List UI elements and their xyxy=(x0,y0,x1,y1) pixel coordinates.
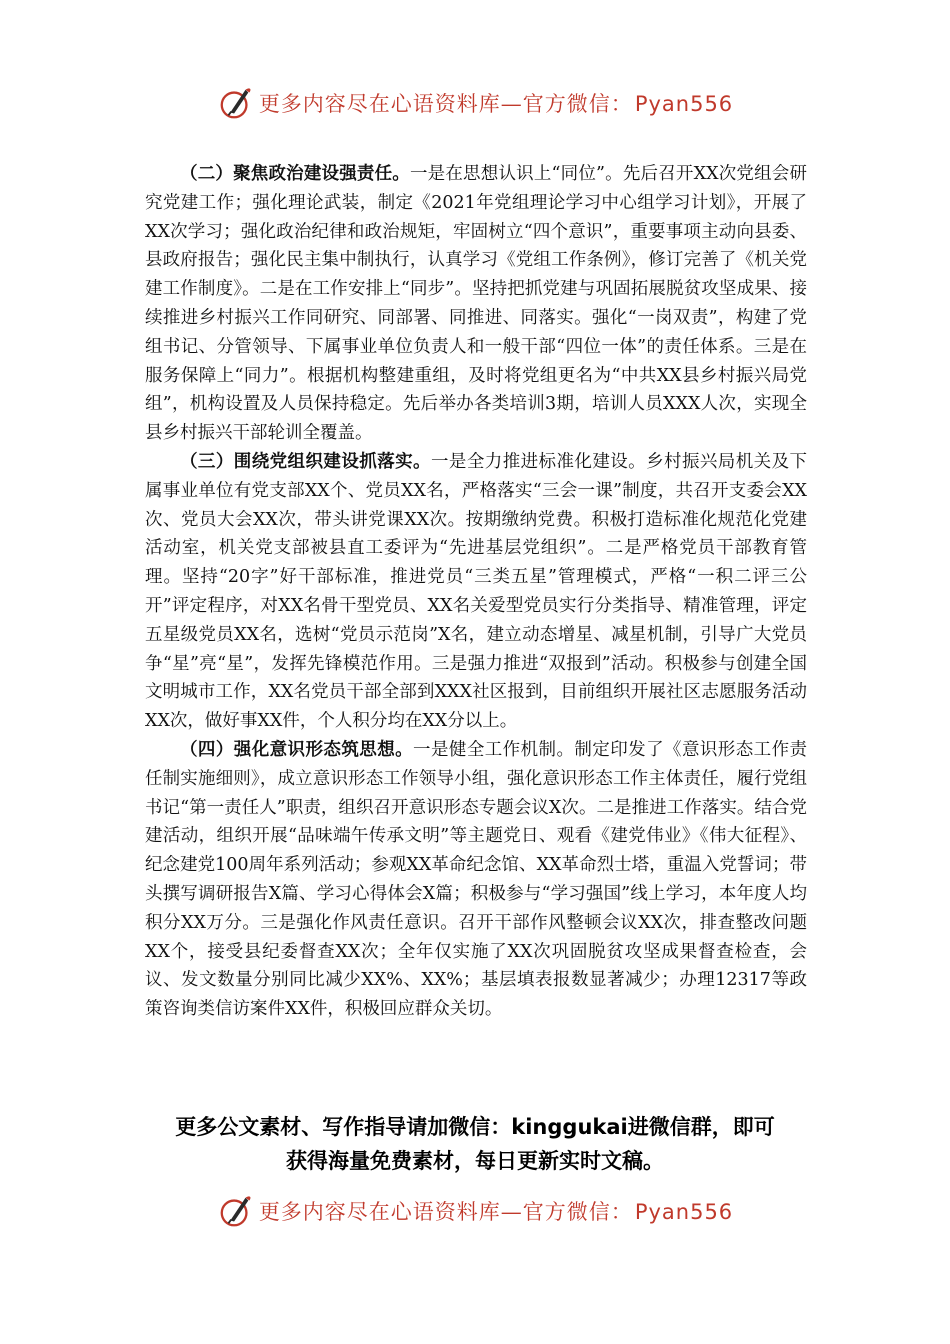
footer-banner-text: 更多内容尽在心语资料库—官方微信：Pyan556 xyxy=(258,1200,734,1224)
paragraph-heading: （三）围绕党组织建设抓落实。 xyxy=(180,451,431,472)
header-banner-text: 更多内容尽在心语资料库—官方微信：Pyan556 xyxy=(258,92,734,116)
footer-banner xyxy=(0,1191,950,1231)
promo-line-1: 更多公文素材、写作指导请加微信：kinggukai进微信群，即可 xyxy=(175,1115,775,1139)
paragraph-text: 一是健全工作机制。制定印发了《意识形态工作责任制实施细则》，成立意识形态工作领导小组，强化意识形态工作主体责任，履行党组书记“第一责任人”职责，组织召开意识形态专题会议X次。二是推进工作落实。结合党建活动，组织开展“品味端午传承文明”等主题党日、观看《建党伟业》《伟大征程》、纪念建党100周年系列活动；参观XX革命纪念馆、XX革命烈士塔，重温入党誓词；带头撰写调研报告X篇、学习心得体会X篇；积极参与“学习强国”线上学习，本年度人均积分XX万分。三是强化作风责任意识。召开干部作风整顿会议XX次，排查整改问题XX个，接受县纪委督查XX次；全年仅实施了XX次巩固脱贫攻坚成果督查检查，会议、发文数量分别同比减少XX%、XX%；基层填表报数显著减少；办理12317等政策咨询类信访案件XX件，积极回应群众关切。 xyxy=(145,739,808,1020)
header-banner xyxy=(0,83,950,123)
paragraph-heading: （二）聚焦政治建设强责任。 xyxy=(180,164,410,184)
quill-pen-logo-icon xyxy=(217,1192,255,1230)
document-body xyxy=(145,160,807,1024)
quill-pen-logo-icon xyxy=(217,84,255,122)
paragraph-3 xyxy=(145,448,807,736)
promo-line-2: 获得海量免费素材，每日更新实时文稿。 xyxy=(286,1149,664,1173)
paragraph-heading: （四）强化意识形态筑思想。 xyxy=(180,739,414,760)
promo-notice xyxy=(100,1110,850,1178)
paragraph-text: 一是全力推进标准化建设。乡村振兴局机关及下属事业单位有党支部XX个、党员XX名，严格落实“三会一课”制度，共召开支委会XX次、党员大会XX次，带头讲党课XX次。按期缴纳党费。积极打造标准化规范化党建活动室，机关党支部被县直工委评为“先进基层党组织”。二是严格党员干部教育管理。坚持“20字”好干部标准，推进党员“三类五星”管理模式，严格“一积二评三公开”评定程序，对XX名骨干型党员、XX名关爱型党员实行分类指导、精准管理，评定五星级党员XX名，选树“党员示范岗”X名，建立动态增星、减星机制，引导广大党员争“星”亮“星”，发挥先锋模范作用。三是强力推进“双报到”活动。积极参与创建全国文明城市工作，XX名党员干部全部到XXX社区报到，目前组织开展社区志愿服务活动XX次，做好事XX件，个人积分均在XX分以上。 xyxy=(145,451,808,732)
paragraph-2 xyxy=(145,160,807,448)
paragraph-4 xyxy=(145,736,807,1024)
paragraph-text: 一是在思想认识上“同位”。先后召开XX次党组会研究党建工作；强化理论武装，制定《2021年党组理论学习中心组学习计划》，开展了XX次学习；强化政治纪律和政治规矩，牢固树立“四个意识”，重要事项主动向县委、县政府报告；强化民主集中制执行，认真学习《党组工作条例》，修订完善了《机关党建工作制度》。二是在工作安排上“同步”。坚持把抓党建与巩固拓展脱贫攻坚成果、接续推进乡村振兴工作同研究、同部署、同推进、同落实。强化“一岗双责”，构建了党组书记、分管领导、下属事业单位负责人和一般干部“四位一体”的责任体系。三是在服务保障上“同力”。根据机构整建重组，及时将党组更名为“中共XX县乡村振兴局党组”，机构设置及人员保持稳定。先后举办各类培训3期，培训人员XXX人次，实现全县乡村振兴干部轮训全覆盖。 xyxy=(145,164,807,444)
